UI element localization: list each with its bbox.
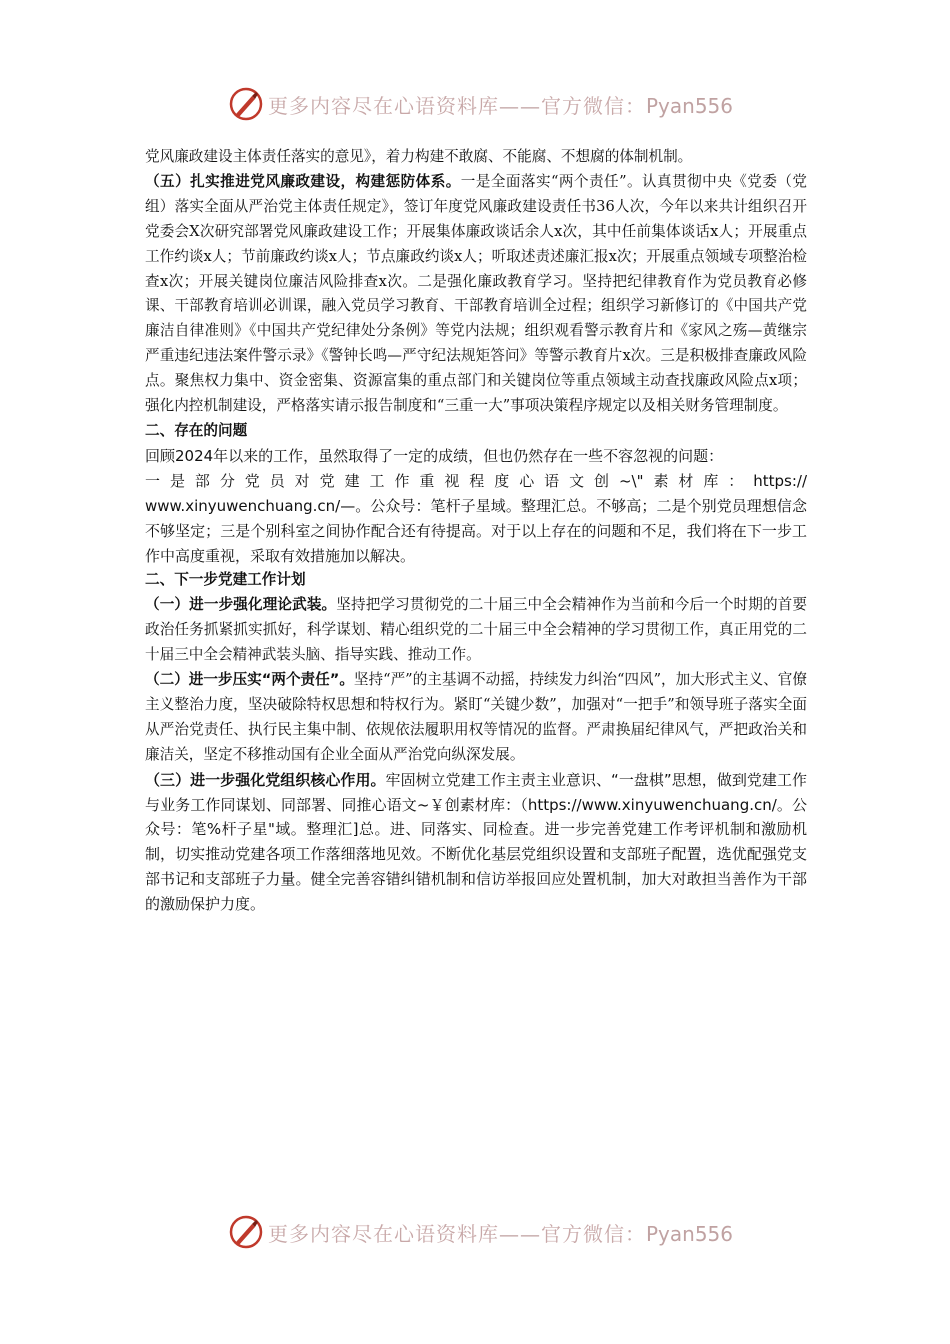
paragraph-plan-2 (145, 668, 807, 768)
banner-official-text: 官方微信： (541, 94, 646, 118)
banner-main-text: 更多内容尽在心语资料库 (268, 1222, 499, 1246)
pen-logo-icon (228, 86, 264, 122)
banner-separator: —— (499, 94, 541, 118)
section-five-heading: （五）扎实推进党风廉政建设，构建惩防体系。 (145, 172, 461, 190)
plan-3-body: 牢固树立党建工作主责主业意识、“一盘棋”思想，做到党建工作与业务工作同谋划、同部署、同推心语文~￥创素材库：（https://www.xinyuwenchuang.cn/。公众号：笔%杆子星"域。整理汇]总。进、同落实、同检查。进一步完善党建工作考评机制和激励机制，切实推动党建各项工作落细落地见效。不断优化基层党组织设置和支部班子配置，选优配强党支部书记和支部班子力量。健全完善容错纠错机制和信访举报回应处置机制，加大对敢担当善作为干部的激励保护力度。 (145, 770, 807, 914)
section-five-body: 一是全面落实“两个责任”。认真贯彻中央《党委（党组）落实全面从严治党主体责任规定》，签订年度党风廉政建设责任书36人次，今年以来共计组织召开党委会X次研究部署党风廉政建设工作；开展集体廉政谈话余人x次，其中任前集体谈话x人；开展重点工作约谈x人；节前廉政约谈x人；节点廉政约谈x人；听取述责述廉汇报x次；开展重点领域专项整治检查x次；开展关键岗位廉洁风险排查x次。二是强化廉政教育学习。坚持把纪律教育作为党员教育必修课、干部教育培训必训课，融入党员学习教育、干部教育培训全过程；组织学习新修订的《中国共产党廉洁自律准则》《中国共产党纪律处分条例》等党内法规；组织观看警示教育片和《家风之殇—黄继宗严重违纪违法案件警示录》《警钟长鸣—严守纪法规矩答问》等警示教育片x次。三是积极排查廉政风险点。聚焦权力集中、资金密集、资源富集的重点部门和关键岗位等重点领域主动查找廉政风险点x项；强化内控机制建设，严格落实请示报告制度和“三重一大”事项决策程序规定以及相关财务管理制度。 (145, 172, 807, 415)
banner-text (268, 90, 733, 119)
paragraph-intro: 党风廉政建设主体责任落实的意见》，着力构建不敢腐、不能腐、不想腐的体制机制。 (145, 148, 693, 165)
plan-2-heading: （二）进一步压实“两个责任”。 (145, 671, 354, 689)
pen-logo-icon (228, 1214, 264, 1250)
banner-separator: —— (499, 1222, 541, 1246)
paragraph-section-five (145, 170, 807, 419)
paragraph-plan-1 (145, 593, 807, 668)
header-banner (0, 84, 950, 124)
plan-2-body: 坚持“严”的主基调不动摇，持续发力纠治“四风”，加大形式主义、官僚主义整治力度，坚决破除特权思想和特权行为。紧盯“关键少数”，加强对“一把手”和领导班子落实全面从严治党责任、执行民主集中制、依规依法履职用权等情况的监督。严肃换届纪律风气，严把政治关和廉洁关，坚定不移推动国有企业全面从严治党向纵深发展。 (145, 671, 807, 763)
heading-plan: 二、下一步党建工作计划 (145, 571, 306, 589)
heading-problems: 二、存在的问题 (145, 421, 248, 439)
banner-official-text: 官方微信： (541, 1222, 646, 1246)
paragraph-plan-3 (145, 768, 807, 917)
footer-banner (0, 1212, 950, 1252)
banner-text (268, 1218, 733, 1247)
problems-rest: www.xinyuwenchuang.cn/—。公众号：笔杆子星域。整理汇总。不够高；二是个别党员理想信念不够坚定；三是个别科室之间协作配合还有待提高。对于以上存在的问题和不足，我们将在下一步工作中高度重视，采取有效措施加以解决。 (145, 496, 807, 565)
banner-handle: Pyan556 (646, 94, 734, 118)
plan-1-body: 坚持把学习贯彻党的二十届三中全会精神作为当前和今后一个时期的首要政治任务抓紧抓实抓好，科学谋划、精心组织党的二十届三中全会精神的学习贯彻工作，真正用党的二十届三中全会精神武装头脑、指导实践、推动工作。 (145, 596, 807, 664)
problems-line-2: 一是部分党员对党建工作重视程度心语文创~\"素材库：https:// (145, 471, 807, 490)
banner-handle: Pyan556 (646, 1222, 734, 1246)
plan-3-heading: （三）进一步强化党组织核心作用。 (145, 770, 386, 789)
banner-main-text: 更多内容尽在心语资料库 (268, 94, 499, 118)
plan-1-heading: （一）进一步强化理论武装。 (145, 596, 337, 614)
problems-line-1: 回顾2024年以来的工作，虽然取得了一定的成绩，但也仍然存在一些不容忽视的问题： (145, 446, 724, 465)
document-body (145, 145, 807, 917)
